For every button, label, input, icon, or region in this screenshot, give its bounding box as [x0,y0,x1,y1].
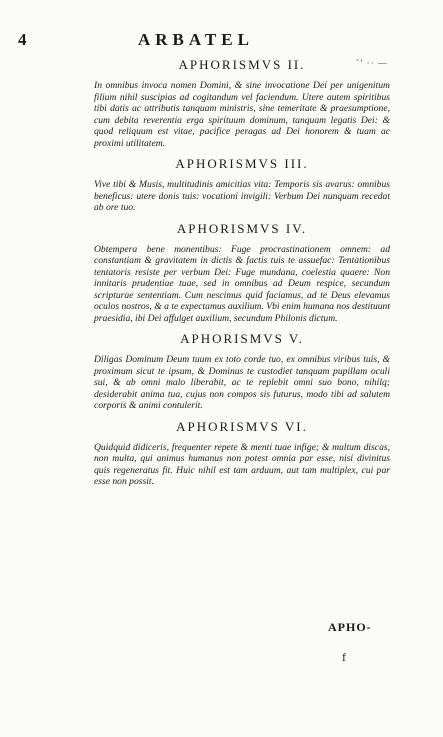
aphorism-text: Obtempera bene monentibus: Fuge procrastinationem omnem: ad constantiam & gravitatem in dictis & factis tuis te assuefac: Tentationibus tentatoris resiste per verbum Dei: Fuge mundana, coelestia quaere: Non innitaris prudentiae tuae, sed in omnibus ad Deum respice, secundum scripturae sententiam. Cum nescimus quid faciamus, ad te Deus elevamus oculos nostros, & a te expectamus auxilium. Vbi enim humana nos destituunt praesidia, ibi Dei affulget auxilium, secundum Philonis dictum. [94,243,390,324]
page-body [94,56,390,494]
aphorism-heading: APHORISMVS V. [180,331,304,346]
running-head [18,30,383,50]
aphorism-6 [94,418,390,488]
aphorism-text: Diligas Dominum Deum tuum ex toto corde tuo, ex omnibus viribus tuis, & proximum sicut te ipsum, & Dominus te custodiet tanquam pupillam oculi sui, & ab omni malo liberabit, ac te replebit omni suo bono, nihilq; desiderabit anima tua, cujus non compos sis futurus, modo tibi ad salutem corporis & animi contulerit. [94,354,390,411]
running-title: ARBATEL [138,30,254,49]
aphorism-4 [94,220,390,325]
aphorism-text: Vive tibi & Musis, multitudinis amicitias vita: Temporis sis avarus: omnibus beneficus: utere donis tuis: vocationi invigili: Verbum Dei nunquam recedat ab ore tuo. [94,179,390,213]
aphorism-heading: APHORISMVS IV. [176,220,308,236]
aphorism-heading: APHORISMVS VI. [176,418,308,434]
aphorism-text: In omnibus invoca nomen Domini, & sine invocatione Dei per unigenitum filium nihil suscipias ad cogitandum vel faciendum. Utere autem spiritibus tibi datis ac attributis tanquam ministris, sine temeritate & praesumptione, cum debita reverentia erga spirituum dominum, tanquam legatis Dei: & quod reliquum est vitae, pacifice peragas ad Dei honorem & tuam ac proximi utilitatem. [94,80,390,149]
stray-mark: ˜’ ·· — [356,58,388,68]
aphorism-text: Quidquid didiceris, frequenter repete & menti tuae infige; & multum discas, non multa, qui animus humanus non potest omnia par esse, nisi divinitus quis regeneratus fit. Huic nihil est tam arduum, aut tam multiplex, cui par esse non possit. [94,441,390,487]
aphorism-heading: APHORISMVS III. [175,156,309,171]
catchword: APHO- [328,620,372,634]
aphorism-2 [94,56,390,149]
page-number: 4 [18,30,27,49]
aphorism-3 [94,155,390,214]
aphorism-5 [94,330,390,412]
bottom-mark: f [342,650,346,664]
aphorism-heading: APHORISMVS II. [178,57,306,72]
